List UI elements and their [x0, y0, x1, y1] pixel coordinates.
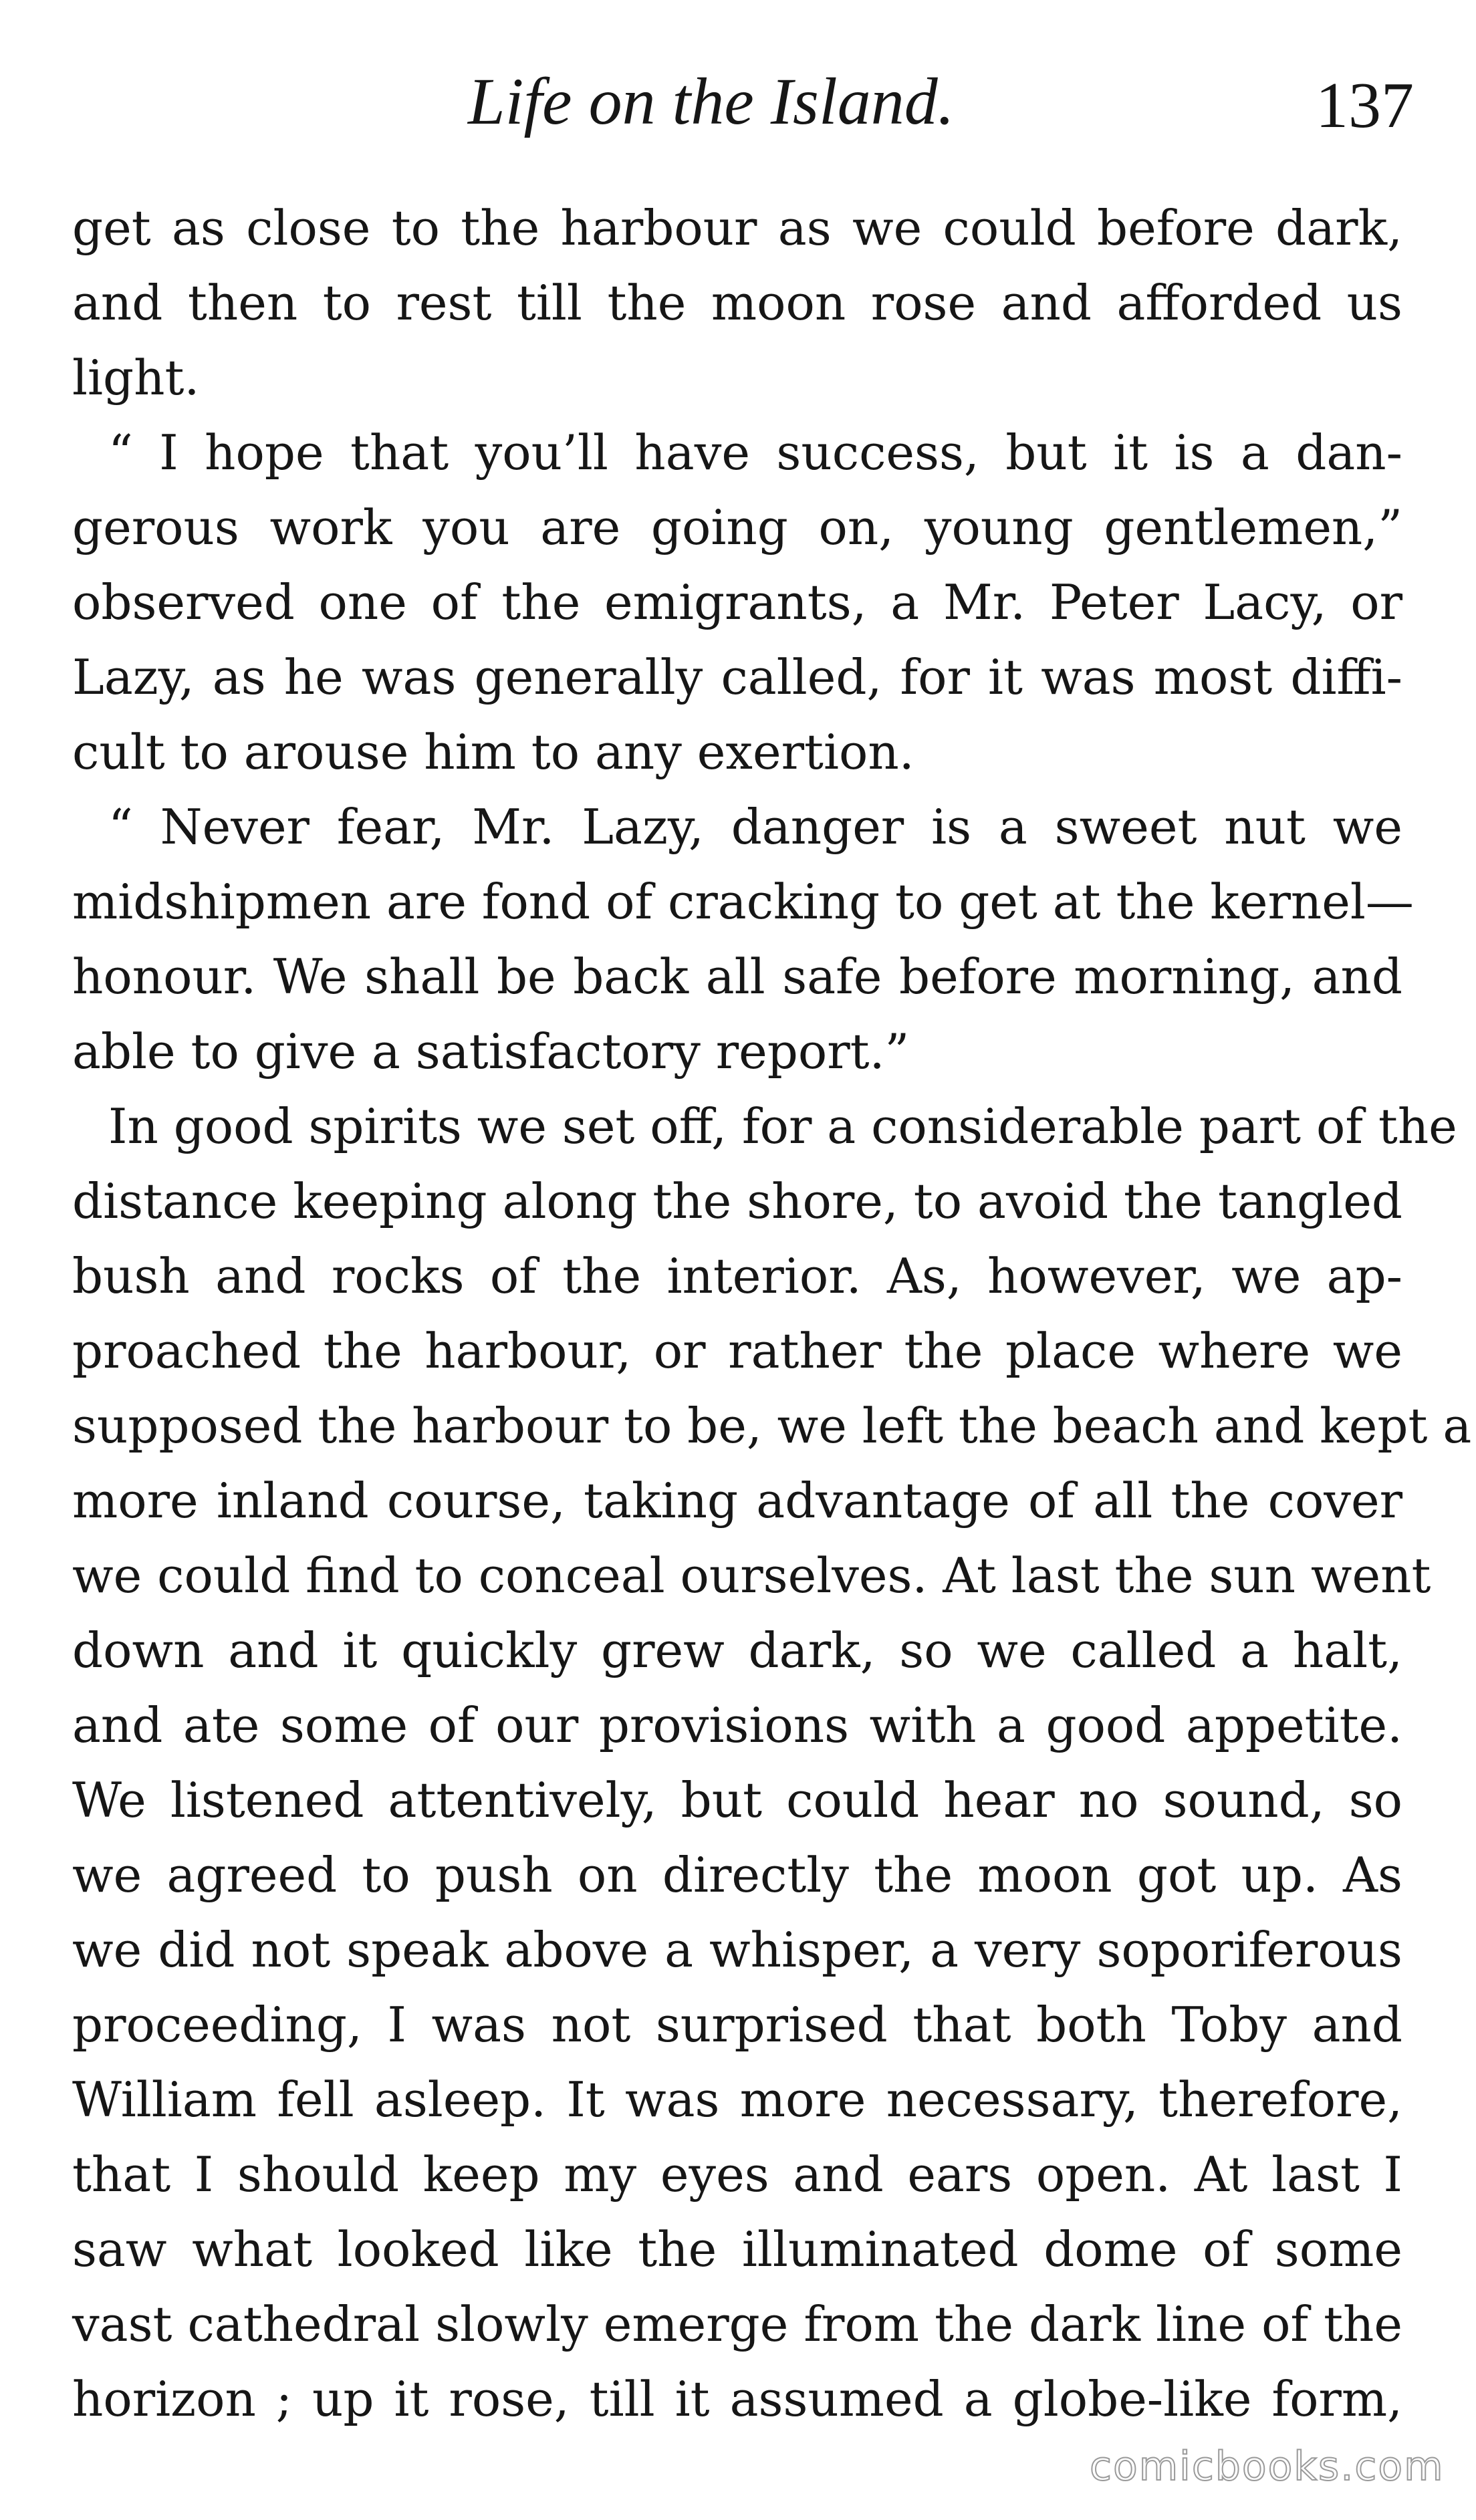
text-line: Lazy, as he was generally called, for it was most diffi-: [72, 649, 1402, 705]
page-number: 137: [1316, 70, 1414, 142]
text-line: and then to rest till the moon rose and afforded us: [72, 275, 1402, 331]
text-line: We listened attentively, but could hear no sound, so: [72, 1772, 1402, 1828]
watermark: comicbooks.com: [1090, 2443, 1445, 2490]
text-line: William fell asleep. It was more necessary, therefore,: [72, 2071, 1402, 2128]
text-line: vast cathedral slowly emerge from the dark line of the: [72, 2296, 1402, 2352]
text-line: “ I hope that you’ll have success, but it is a dan-: [108, 424, 1402, 481]
text-line: proached the harbour, or rather the place where we: [72, 1323, 1402, 1379]
text-line: light.: [72, 350, 200, 406]
text-line: proceeding, I was not surprised that both Toby and: [72, 1997, 1402, 2053]
body-text: [72, 191, 1472, 2436]
text-line: distance keeping along the shore, to avoid the tangled: [72, 1173, 1402, 1229]
text-line: bush and rocks of the interior. As, however, we ap-: [72, 1248, 1402, 1304]
text-line: get as close to the harbour as we could before dark,: [72, 200, 1402, 256]
text-line: able to give a satisfactory report.”: [72, 1023, 910, 1080]
text-line: In good spirits we set off, for a considerable part of the: [108, 1098, 1457, 1154]
text-line: that I should keep my eyes and ears open. At last I: [72, 2146, 1402, 2202]
text-line: down and it quickly grew dark, so we called a halt,: [72, 1622, 1402, 1678]
text-line: more inland course, taking advantage of all the cover: [72, 1473, 1402, 1529]
text-line: honour. We shall be back all safe before morning, and: [72, 949, 1402, 1005]
text-line: “ Never fear, Mr. Lazy, danger is a sweet nut we: [108, 799, 1402, 855]
text-line: cult to arouse him to any exertion.: [72, 724, 914, 780]
text-line: observed one of the emigrants, a Mr. Peter Lacy, or: [72, 574, 1402, 630]
text-line: horizon ; up it rose, till it assumed a globe-like form,: [72, 2371, 1402, 2427]
text-line: we did not speak above a whisper, a very soporiferous: [72, 1922, 1402, 1978]
text-line: saw what looked like the illuminated dome of some: [72, 2221, 1402, 2277]
text-line: supposed the harbour to be, we left the beach and kept a: [72, 1398, 1472, 1454]
text-line: gerous work you are going on, young gentlemen,”: [72, 499, 1402, 555]
running-head: [0, 61, 1476, 142]
text-line: we agreed to push on directly the moon got up. As: [72, 1847, 1402, 1903]
text-line: midshipmen are fond of cracking to get at the kernel—: [72, 874, 1414, 930]
running-title: Life on the Island.: [468, 64, 955, 138]
text-line: and ate some of our provisions with a good appetite.: [72, 1697, 1402, 1753]
text-line: we could find to conceal ourselves. At last the sun went: [72, 1547, 1431, 1604]
